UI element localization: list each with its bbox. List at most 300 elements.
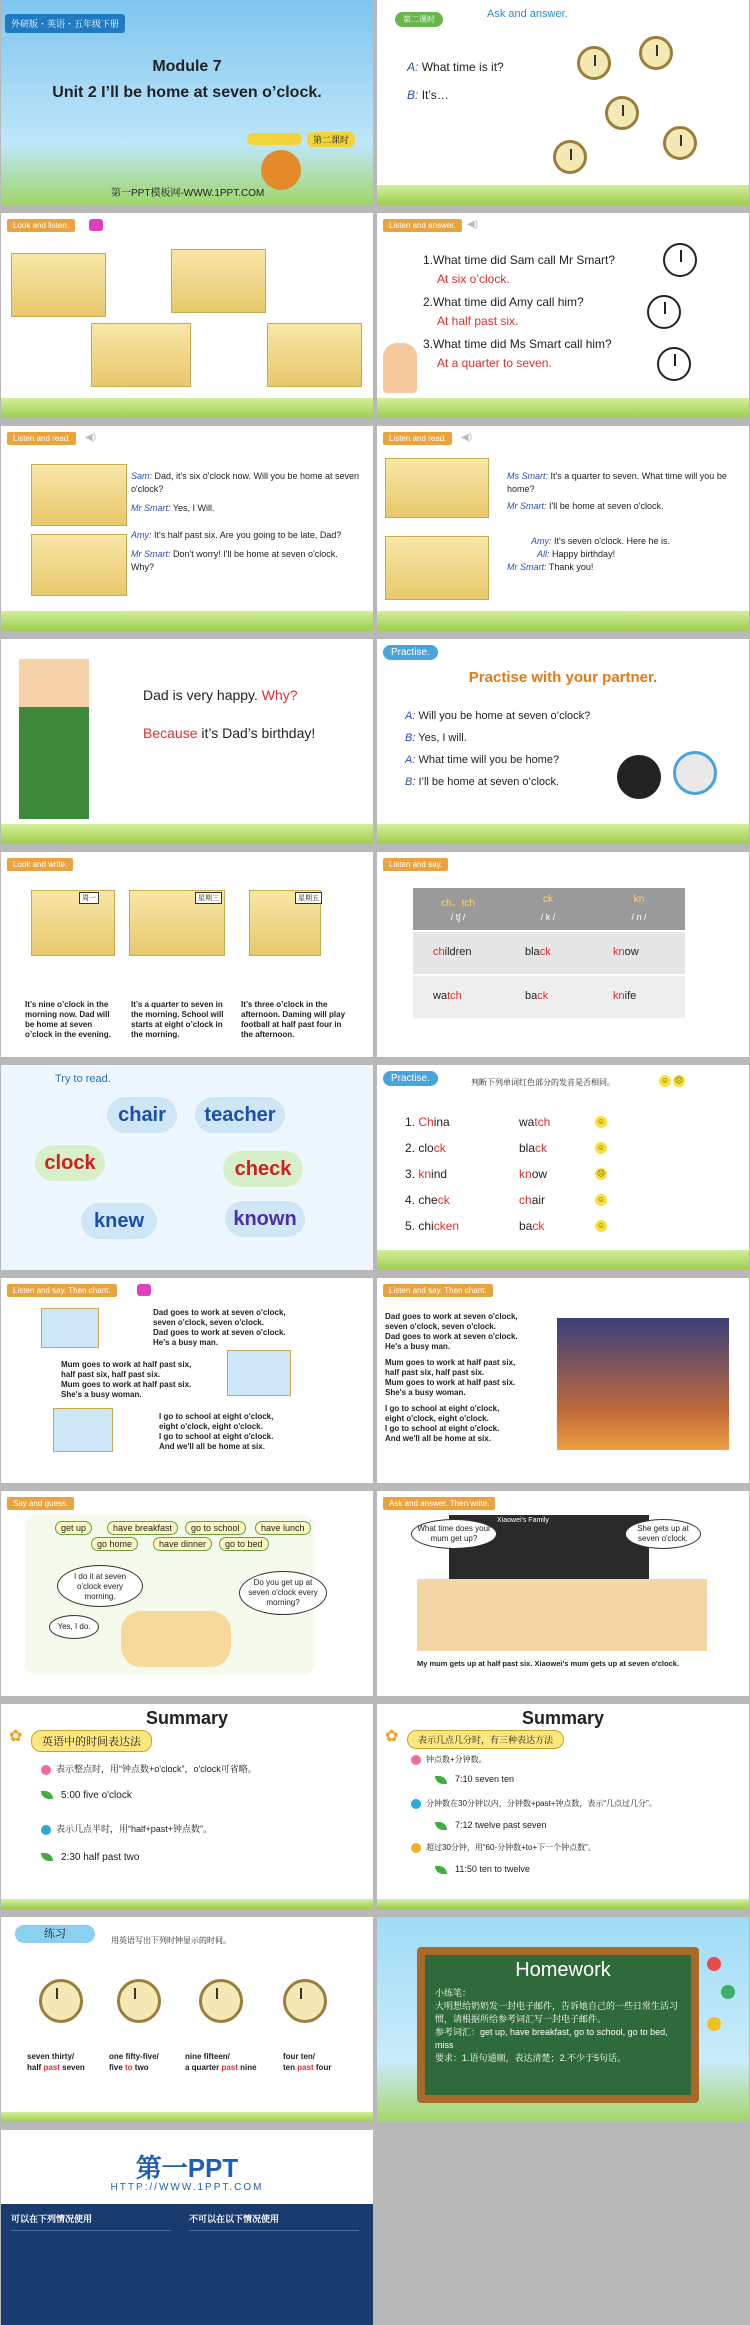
line: Thank you! [548,562,594,572]
story-image [385,536,489,600]
story-image [31,464,127,526]
slide-ask-write [377,1491,749,1696]
clock-icon [577,46,611,80]
speaker: Mr Smart: [131,549,171,559]
chant-line: half past six, half past six. [61,1370,161,1379]
phonics-header [413,888,685,930]
word-part: ck [269,1158,292,1180]
highlight: kn [418,1167,432,1181]
slide-practise-partner [377,639,749,844]
slide-listen-read-1 [1,426,373,631]
rest: ife [624,990,637,1002]
line: Happy birthday! [552,549,616,559]
grass [1,1899,373,1909]
clock-icon [663,243,697,277]
header-word: ck [543,894,553,905]
slide-ask-answer [377,0,749,205]
phrase-button[interactable]: go to bed [219,1537,269,1551]
slide-tag: Practise. [383,1071,438,1086]
rest: bla [525,946,540,958]
bullet-icon [411,1843,421,1853]
slide-tag: Listen and say. Then chant. [383,1284,493,1297]
slide-try-read [1,1065,373,1270]
speech-bubble: She gets up at seven o'clock. [625,1519,701,1549]
slide-chant-1 [1,1278,373,1483]
story-image [385,458,489,518]
slide-dad-happy [1,639,373,844]
phrase-button[interactable]: have dinner [153,1537,212,1551]
slide-listen-read-2 [377,426,749,631]
answer-part: a quarter [185,2063,222,2072]
slide-tag: Ask and answer. Then write. [383,1497,495,1510]
grass [1,824,373,844]
clock-icon [553,140,587,174]
story-image [267,323,362,387]
chant-line: Mum goes to work at half past six. [385,1378,516,1387]
answer-part: four [313,2063,332,2072]
answer-part: nine fifteen/ [185,2052,230,2061]
story-image [11,253,106,317]
board-title: Xiaowei's Family [497,1517,549,1524]
lesson-tag: 第二课时 [395,12,443,27]
item-number: 5. [405,1219,416,1233]
chant-line: She's a busy woman. [385,1388,466,1397]
speaker: B: [405,732,416,744]
chant-line: Dad goes to work at seven o'clock. [153,1328,286,1337]
leaf-icon [41,1853,53,1861]
phrase-button[interactable]: have lunch [255,1521,311,1535]
story-image [31,534,127,596]
scene-image [31,890,115,956]
line: Will you be home at seven o’clock? [418,710,591,722]
word-part: kn [93,1210,118,1232]
unit-title: Unit 2 I’ll be home at seven o’clock. [52,84,322,101]
watermark: 第一PPT模板网-WWW.1PPT.COM [111,188,265,199]
rest: ow [624,946,639,958]
header-phonetic: / tʃ / [450,912,466,922]
section-heading: 表示几点几分时，有三种表达方法 [407,1730,564,1749]
answer-part: ten [283,2063,298,2072]
rest: wa [433,990,448,1002]
line: It's half past six. Are you going to be late, Dad? [154,530,342,540]
face-icon: ☹ [596,1169,606,1178]
rule: 表示整点时，用“钟点数+o'clock”，o'clock可省略。 [56,1764,257,1774]
line: Dad, it's six o'clock now. Will you be home at seven o'clock? [131,471,360,494]
kids-image [121,1611,231,1667]
word-cloud[interactable] [35,1145,105,1181]
rule: 超过30分钟，用“60-分钟数+to+下一个钟点数”。 [426,1843,596,1852]
rest: ba [519,1219,533,1233]
bullet-icon [41,1765,51,1775]
word-part: own [256,1208,297,1230]
highlight: ck [539,946,551,958]
chant-line: Dad goes to work at seven o'clock. [385,1332,518,1341]
answer-1: At six o’clock. [437,272,510,286]
chant-line: I go to school at eight o'clock, [385,1404,500,1413]
highlight: kn [613,946,625,958]
speaker-icon[interactable]: ◀) [461,432,473,443]
slide-title: Try to read. [55,1073,111,1085]
word-part: che [234,1158,270,1180]
speaker: Ms Smart: [507,471,549,481]
answer-part: five [109,2063,126,2072]
speaker: A: [405,754,416,766]
balloon-icon [721,1985,735,1999]
practise-title: Practise with your partner. [468,669,658,686]
bullet-icon [411,1755,421,1765]
line: I'll be home at seven o'clock. [549,501,664,511]
slide-chant-2 [377,1278,749,1483]
speech-bubble: What time does your mum get up? [411,1519,497,1549]
speaker: Mr Smart: [507,562,547,572]
header-phonetic: / k / [540,912,556,922]
rule: 表示几点半时，用“half+past+钟点数”。 [56,1824,213,1834]
section-heading: 英语中的时间表达法 [31,1730,152,1752]
homework-line: 小练笔： [435,1988,472,1998]
leaf-icon [435,1822,447,1830]
sentence: it’s Dad’s birthday! [201,725,316,741]
example: 2:30 half past two [61,1852,140,1863]
item-number: 1. [405,1115,416,1129]
slide-look-listen [1,213,373,418]
exercise-tag: 练习 [15,1925,95,1943]
day-label: 周一 [79,892,99,904]
chant-line: Mum goes to work at half past six. [61,1380,192,1389]
highlight: kn [519,1167,532,1181]
speech-bubble: I do it at seven o'clock every morning. [57,1565,143,1607]
chant-line: He's a busy man. [153,1338,219,1347]
slide-title [1,0,373,205]
instruction: 用英语写出下列时钟显示的时间。 [111,1936,231,1945]
module-title: Module 7 [152,58,222,75]
answer-key: past [297,2063,314,2072]
grass [377,398,749,418]
speaker: Sam: [131,471,153,481]
speaker: A: [405,710,416,722]
header-word: kn [633,894,645,905]
tree-icon [261,150,301,190]
clock-icon [657,347,691,381]
rest: ina [433,1115,450,1129]
scene-image [227,1350,291,1396]
item-number: 3. [405,1167,416,1181]
chant-line: half past six, half past six. [385,1368,485,1377]
slide-summary-2 [377,1704,749,1909]
slide-tag: Look and write. [7,858,73,871]
question-3: 3.What time did Ms Smart call him? [423,337,612,351]
link-list [11,2230,171,2316]
speaker-icon[interactable]: ◀) [467,219,479,230]
video-icon[interactable] [137,1284,151,1296]
grass [377,824,749,844]
slide-tag: Listen and read. [7,432,76,445]
slide-title: Ask and answer. [487,8,568,20]
answer-part: nine [237,2063,257,2072]
caption: It’s three o’clock in the afternoon. Daming will play football at half past four in the afternoon. [241,1000,346,1039]
word-part: tea [204,1104,234,1126]
homework-title: Homework [515,1959,611,1981]
item-number: 4. [405,1193,416,1207]
phonics-row [413,976,685,1018]
site-logo: 第一PPT [135,2153,239,2183]
answer-part: seven [59,2063,85,2072]
rest: clo [418,1141,434,1155]
speech-bubble: Yes, I do. [49,1615,99,1639]
slide-listen-answer [377,213,749,418]
line: I’ll be home at seven o’clock. [418,776,560,788]
frown-icon: ☹ [674,1076,684,1085]
instruction: 判断下列单词红色部分的发音是否相同。 [471,1078,615,1087]
chant-line: eight o'clock, eight o'clock. [159,1422,263,1431]
chant-line: seven o'clock, seven o'clock. [153,1318,264,1327]
example: 11:50 ten to twelve [455,1864,530,1874]
speaker-a: A: [407,60,419,74]
question-1: 1.What time did Sam call Mr Smart? [423,253,616,267]
line: What time will you be home? [418,754,560,766]
speaker: Mr Smart: [131,503,171,513]
slide-tag: Listen and say. [383,858,448,871]
grass [377,1250,749,1270]
rule: 分钟数在30分钟以内，分钟数+past+钟点数，表示“几点过几分”。 [426,1799,657,1808]
phrase-button[interactable]: go home [91,1537,138,1551]
slide-tag: Practise. [383,645,438,660]
item-number: 2. [405,1141,416,1155]
clock-icon [199,1979,243,2023]
deco-bar [247,133,302,145]
answer-key: past [221,2063,238,2072]
caption: It’s nine o’clock in the morning now. Dad will be home at seven o’clock in the evening. [25,1000,111,1039]
scene-image [53,1408,113,1452]
lesson-button[interactable]: 第二课时 [307,132,355,147]
speaker: Amy: [131,530,152,540]
site-url[interactable]: HTTP://WWW.1PPT.COM [110,2182,264,2193]
answer-key: past [43,2063,60,2072]
slide-tag: Listen and say. Then chant. [7,1284,117,1297]
rest: ow [531,1167,548,1181]
slide-look-write [1,852,373,1057]
smile-icon: ☺ [660,1076,670,1085]
slide-credits [1,2130,373,2325]
word-part: ch [118,1104,142,1126]
line: Yes, I Will. [172,503,215,513]
chant-line: Mum goes to work at half past six, [385,1358,516,1367]
word-cloud[interactable] [107,1097,177,1133]
slide-practise-judge [377,1065,749,1270]
example: 7:10 seven ten [455,1774,515,1784]
scene-image [41,1308,99,1348]
phrase-button[interactable]: go to school [185,1521,246,1535]
summary-title: Summary [145,1708,229,1728]
dad-image [19,659,89,819]
answer-part: one fifty-five/ [109,2052,159,2061]
chant-line: He's a busy man. [385,1342,451,1351]
phrase-button[interactable]: get up [55,1521,92,1535]
clock-icon [605,96,639,130]
word-part: er [256,1104,276,1126]
bullet-icon [411,1799,421,1809]
word-cloud[interactable] [81,1203,157,1239]
chant-line: Dad goes to work at seven o'clock, [153,1308,286,1317]
highlight: tch [534,1115,551,1129]
slide-homework [377,1917,749,2122]
rest: bla [519,1141,536,1155]
answer-part: half [27,2063,44,2072]
clock-icon [639,36,673,70]
word-cloud[interactable] [223,1151,303,1187]
phonics-row [413,932,685,974]
word-part: kn [233,1208,257,1230]
rest: ba [525,990,538,1002]
sunset-image [557,1318,729,1450]
caption: It’s a quarter to seven in the morning. School will starts at eight o’clock in the morning. [131,1000,224,1039]
answer-key: to [125,2063,133,2072]
forbidden-heading: 不可以在以下情况使用 [189,2214,280,2224]
bullet-icon [41,1825,51,1835]
highlight: ck [433,1141,446,1155]
rest: air [531,1193,546,1207]
clock-icon [663,126,697,160]
clock-icon [117,1979,161,2023]
day-label: 星期五 [295,892,322,904]
highlight: ch [433,946,445,958]
girl-image [617,755,661,799]
clock-icon [283,1979,327,2023]
rest: chi [418,1219,434,1233]
chant-line: And we'll all be home at six. [159,1442,265,1451]
chant-line: She's a busy woman. [61,1390,142,1399]
speaker: B: [405,776,416,788]
sentence: Dad is very happy. [143,687,258,703]
chant-line: Mum goes to work at half past six, [61,1360,192,1369]
boy-image [673,751,717,795]
answer: It’s… [421,88,449,102]
rest: che [418,1193,438,1207]
link-list [189,2230,359,2316]
chant-line: And we'll all be home at six. [385,1434,491,1443]
balloon-icon [707,1957,721,1971]
word-cloud[interactable] [195,1097,285,1133]
face-icon: ☺ [596,1195,606,1204]
slide-tag: Say and guess. [7,1497,74,1510]
balloon-icon [707,2017,721,2031]
allowed-heading: 可以在下列情况使用 [11,2214,93,2224]
slide-tag: Listen and answer. [383,219,462,232]
grass [1,398,373,418]
leaf-icon [41,1791,53,1799]
speech-bubble: Do you get up at seven o'clock every morning? [239,1571,327,1615]
grass [377,611,749,631]
why: Why? [261,687,298,703]
bee-icon: ✿ [9,1728,23,1745]
phrase-button[interactable]: have breakfast [107,1521,178,1535]
highlight: ck [437,1193,450,1207]
grass [1,2112,373,2122]
chant-line: eight o'clock, eight o'clock. [385,1414,489,1423]
highlight: ck [537,990,549,1002]
slide-listen-say [377,852,749,1057]
highlight: cken [433,1219,460,1233]
rest: ind [431,1167,448,1181]
answer-part: seven thirty/ [27,2052,75,2061]
line: Don't worry! I'll be home at seven o'clock. Why? [131,549,338,572]
header-phonetic: / n / [631,912,647,922]
leaf-icon [435,1866,447,1874]
example: 5:00 five o'clock [61,1790,132,1801]
slide-summary-1 [1,1704,373,1909]
chant-line: seven o'clock, seven o'clock. [385,1322,496,1331]
chant-line: I go to school at eight o'clock, [159,1412,274,1421]
empty-area [377,2130,750,2325]
summary-title: Summary [521,1708,605,1728]
rest: ildren [444,946,472,958]
answer-part: two [132,2063,149,2072]
question-2: 2.What time did Amy call him? [423,295,584,309]
story-image [171,249,266,313]
edition-badge: 外研版・英语・五年级下册 [5,14,125,33]
video-icon[interactable] [89,219,103,231]
speaker: Mr Smart: [507,501,547,511]
highlight: ck [535,1141,548,1155]
highlight: ck [532,1219,545,1233]
face-icon: ☺ [596,1143,606,1152]
homework-line: 参考词汇：get up, have breakfast, go to school, go to bed, miss [435,2027,668,2050]
bee-icon: ✿ [385,1728,399,1745]
word-part: ew [117,1210,145,1232]
answer-2: At half past six. [437,314,519,328]
classroom-image [417,1579,707,1651]
highlight: tch [447,990,462,1002]
story-image [91,323,191,387]
day-label: 星期三 [195,892,222,904]
because: Because [143,725,198,741]
speaker-b: B: [407,88,419,102]
rest: wa [519,1115,535,1129]
face-icon: ☺ [596,1221,606,1230]
word-part: air [141,1104,166,1126]
word-cloud[interactable] [225,1201,305,1237]
word-part: ck [73,1152,96,1174]
speaker: Amy: [531,536,552,546]
chant-line: I go to school at eight o'clock. [385,1424,500,1433]
homework-line: 要求：1.语句通顺，表达清楚；2.不少于5句话。 [435,2053,627,2063]
slide-tag: Look and listen. [7,219,75,232]
word-part: clo [44,1152,74,1174]
highlight: Ch [418,1115,434,1129]
highlight: ch [519,1193,532,1207]
question: What time is it? [421,60,504,74]
grass [377,1899,749,1909]
chant-line: Dad goes to work at seven o'clock, [385,1312,518,1321]
highlight: kn [613,990,625,1002]
face-icon: ☺ [596,1117,606,1126]
speaker-icon[interactable]: ◀) [85,432,97,443]
line: It's a quarter to seven. What time will you be home? [507,471,727,494]
homework-line: 大明想给奶奶发一封电子邮件，告诉她自己的一些日常生活习惯，请根据所给参考词汇写一封电子邮件。 [435,2001,679,2024]
line: Yes, I will. [418,732,467,744]
slide-tag: Listen and read. [383,432,452,445]
word-part: ch [233,1104,257,1126]
line: It's seven o'clock. Here he is. [554,536,671,546]
grass [1,611,373,631]
rule: 钟点数+分钟数。 [426,1755,487,1764]
answer-3: At a quarter to seven. [437,356,552,370]
clock-icon [39,1979,83,2023]
speaker: All: [537,549,550,559]
slide-say-guess [1,1491,373,1696]
grass [377,185,749,205]
leaf-icon [435,1776,447,1784]
answer-part: four ten/ [283,2052,315,2061]
